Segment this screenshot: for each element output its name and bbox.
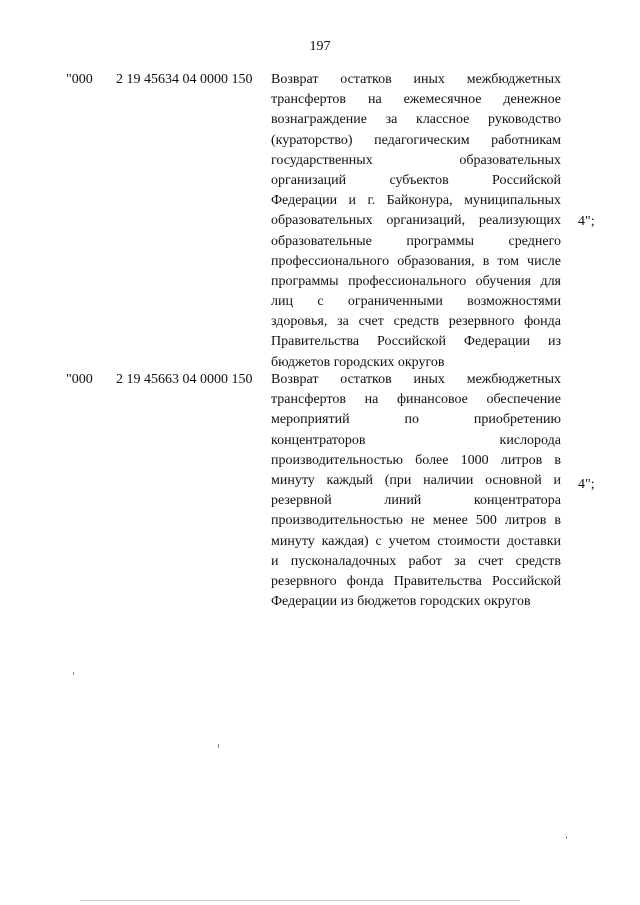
description-line: производительностью не менее 500 литров в xyxy=(271,513,561,529)
description-line: Федерации из бюджетов городских округов xyxy=(271,594,531,610)
description-line: Возврат остатков иных межбюджетных xyxy=(271,372,561,387)
description-line: здоровья, за счет средств резервного фонда xyxy=(271,314,561,330)
description-line: государственных образовательных xyxy=(271,152,561,168)
entry-description xyxy=(271,370,561,612)
entry-prefix: "000 xyxy=(66,72,93,87)
description-line: бюджетов городских округов xyxy=(271,354,445,370)
page-number: 197 xyxy=(309,39,331,54)
description-line: резервной линий концентратора xyxy=(271,493,561,509)
description-line: вознаграждение за классное руководство xyxy=(271,112,561,128)
budget-classification-code: 2 19 45634 04 0000 150 xyxy=(116,72,253,87)
description-line: минуту каждая) с учетом стоимости доставки xyxy=(271,533,561,549)
description-line: организаций субъектов Российской xyxy=(271,172,561,188)
description-line: и пусконаладочных работ за счет средств xyxy=(271,553,561,569)
description-line: программы профессионального обучения для xyxy=(271,273,561,289)
description-line: минуту каждый (при наличии основной и xyxy=(271,472,561,488)
description-line: производительностью более 1000 литров в xyxy=(271,452,561,468)
description-line: (кураторство) педагогическим работникам xyxy=(271,132,561,148)
description-line: Возврат остатков иных межбюджетных xyxy=(271,72,561,87)
entry-suffix: 4"; xyxy=(578,214,595,229)
description-line: образовательные программы среднего xyxy=(271,233,561,249)
description-line: мероприятий по приобретению xyxy=(271,412,561,428)
entry-suffix: 4"; xyxy=(578,477,595,492)
entry-prefix: "000 xyxy=(66,372,93,387)
description-line: Правительства Российской Федерации из xyxy=(271,334,561,350)
scan-speck xyxy=(218,744,219,748)
description-line: лиц с ограниченными возможностями xyxy=(271,294,561,310)
description-line: трансфертов на ежемесячное денежное xyxy=(271,92,561,108)
description-line: Федерации и г. Байконура, муниципальных xyxy=(271,193,561,209)
scan-speck xyxy=(73,672,74,675)
description-line: образовательных организаций, реализующих xyxy=(271,213,561,229)
description-line: резервного фонда Правительства Российской xyxy=(271,573,561,589)
description-line: профессионального образования, в том числе xyxy=(271,253,561,269)
description-line: концентраторов кислорода xyxy=(271,432,561,448)
description-line: трансфертов на финансовое обеспечение xyxy=(271,392,561,408)
entry-description xyxy=(271,70,561,373)
budget-classification-code: 2 19 45663 04 0000 150 xyxy=(116,372,253,387)
scan-speck xyxy=(566,836,567,839)
scan-edge-line xyxy=(80,900,520,901)
